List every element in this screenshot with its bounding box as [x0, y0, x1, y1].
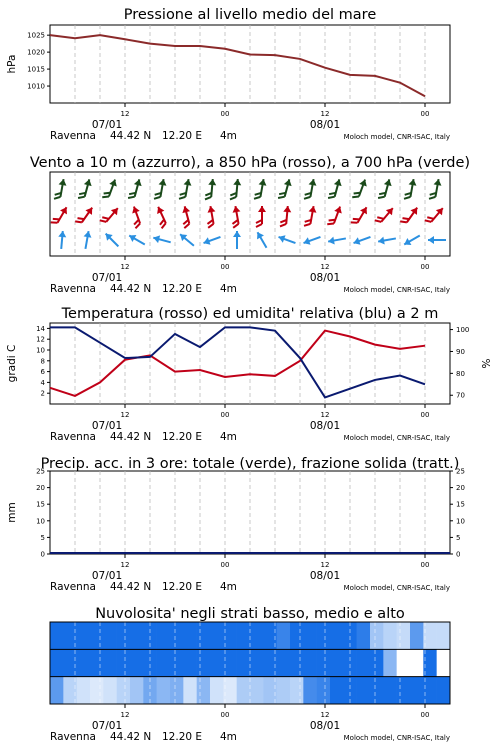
y-right-tick-label: 10 — [456, 517, 465, 526]
panel-title: Precip. acc. in 3 ore: totale (verde), frazione solida (tratt.) — [40, 456, 460, 472]
date-label: 07/01 — [91, 272, 123, 284]
wind-feather — [179, 196, 185, 200]
cloud-cell — [317, 622, 331, 649]
cloud-cell — [277, 677, 291, 704]
cloud-cell — [237, 677, 251, 704]
x-tick-label: 00 — [420, 110, 430, 118]
wind-barb-0 — [328, 178, 343, 201]
y-right-tick-label: 70 — [456, 391, 465, 400]
cloud-cell — [210, 622, 224, 649]
wind-feather — [128, 195, 135, 199]
cloud-cell — [103, 622, 117, 649]
wind-arrowhead — [130, 205, 140, 213]
wind-arrowhead — [277, 233, 285, 243]
cloud-cell — [117, 649, 131, 676]
wind-feather — [230, 196, 236, 200]
cloud-cell — [290, 622, 304, 649]
date-label: 07/01 — [91, 420, 123, 432]
cloud-cell — [170, 649, 184, 676]
wind-barb-0 — [429, 178, 442, 200]
location-name: Ravenna — [50, 581, 96, 593]
cloud-cell — [197, 677, 211, 704]
panel-title: Vento a 10 m (azzurro), a 850 hPa (rosso), a 700 hPa (verde) — [29, 155, 471, 171]
wind-feather — [327, 221, 334, 226]
wind-barb-0 — [404, 178, 417, 200]
x-tick-label: 00 — [220, 263, 230, 271]
cloud-cell — [277, 622, 291, 649]
cloud-cell — [383, 677, 397, 704]
cloud-cell — [290, 677, 304, 704]
wind-barb-1 — [179, 205, 194, 228]
wind-feather — [429, 196, 435, 200]
y-tick-label: 20 — [36, 484, 45, 493]
location-lat: 44.42 N — [110, 581, 152, 593]
y-tick-label: 6 — [40, 368, 45, 377]
cloud-cell — [197, 622, 211, 649]
wind-barb-0 — [304, 178, 317, 200]
wind-feather — [280, 223, 286, 227]
x-tick-label: 00 — [420, 711, 430, 719]
cloud-cell — [103, 649, 117, 676]
location-lat: 44.42 N — [110, 431, 152, 443]
wind-feather — [256, 224, 262, 227]
location-alt: 4m — [220, 731, 237, 743]
y-right-tick-label: 5 — [456, 533, 461, 542]
y-right-tick-label: 20 — [456, 484, 465, 493]
wind-feather — [208, 224, 214, 228]
wind-arrowhead — [428, 236, 434, 244]
cloud-cell — [50, 622, 64, 649]
wind-arrowhead — [208, 179, 216, 186]
location-name: Ravenna — [50, 283, 96, 295]
x-tick-label: 12 — [320, 411, 330, 419]
y-axis-label: mm — [6, 502, 18, 523]
wind-feather — [378, 195, 385, 199]
wind-feather — [254, 196, 260, 200]
location-alt: 4m — [220, 431, 237, 443]
wind-barb-2 — [202, 233, 222, 247]
wind-arrowhead — [402, 238, 411, 248]
y-tick-label: 25 — [36, 467, 45, 476]
wind-barb-1 — [304, 205, 317, 227]
wind-arrowhead — [334, 205, 344, 213]
credit-text: Moloch model, CNR-ISAC, Italy — [343, 584, 450, 592]
cloud-cell — [130, 677, 144, 704]
cloud-cell — [357, 677, 371, 704]
wind-barb-1 — [375, 204, 396, 227]
location-alt: 4m — [220, 581, 237, 593]
wind-arrowhead — [254, 230, 264, 239]
y-tick-label: 15 — [36, 500, 45, 509]
wind-arrowhead — [109, 178, 119, 186]
credit-text: Moloch model, CNR-ISAC, Italy — [343, 734, 450, 742]
x-tick-label: 00 — [220, 561, 230, 569]
cloud-cell — [157, 622, 171, 649]
x-tick-label: 12 — [120, 711, 130, 719]
wind-barb-0 — [154, 178, 167, 200]
wind-barb-2 — [152, 234, 171, 246]
wind-barb-1 — [425, 204, 446, 227]
wind-barb-2 — [352, 233, 372, 247]
location-lat: 44.42 N — [110, 283, 152, 295]
wind-barb-0 — [128, 178, 143, 201]
cloud-cell — [183, 677, 197, 704]
x-tick-label: 12 — [320, 110, 330, 118]
y-right-tick-label: 15 — [456, 500, 465, 509]
cloud-cell — [383, 649, 397, 676]
cloud-cell — [90, 677, 104, 704]
wind-barb-1 — [256, 206, 266, 227]
wind-feather — [78, 195, 85, 199]
cloud-cell — [437, 677, 451, 704]
wind-feather — [404, 196, 410, 200]
wind-feather — [233, 224, 239, 228]
cloud-cell — [223, 677, 237, 704]
cloud-cell — [330, 677, 344, 704]
wind-feather — [102, 194, 109, 199]
y-tick-label: 1025 — [27, 31, 45, 40]
y-tick-label: 2 — [40, 389, 45, 398]
date-label: 07/01 — [91, 119, 123, 131]
date-label: 08/01 — [309, 420, 341, 432]
y-tick-label: 0 — [40, 550, 45, 559]
cloud-cell — [50, 677, 64, 704]
y-tick-label: 10 — [36, 346, 45, 355]
location-lat: 44.42 N — [110, 731, 152, 743]
wind-barb-1 — [75, 204, 95, 227]
wind-barb-1 — [280, 206, 292, 228]
cloud-cell — [277, 649, 291, 676]
wind-arrowhead — [360, 205, 370, 214]
wind-feather — [51, 220, 58, 226]
cloud-cell — [330, 622, 344, 649]
y-tick-label: 10 — [36, 517, 45, 526]
wind-feather — [154, 196, 160, 200]
wind-feather — [205, 196, 211, 200]
cloud-cell — [183, 649, 197, 676]
wind-barb-0 — [254, 178, 267, 200]
x-tick-label: 00 — [220, 711, 230, 719]
cloud-cell — [157, 677, 171, 704]
cloud-cell — [223, 649, 237, 676]
cloud-cell — [223, 622, 237, 649]
x-tick-label: 00 — [420, 263, 430, 271]
cloud-cell — [357, 649, 371, 676]
y-right-tick-label: 80 — [456, 369, 465, 378]
y-tick-label: 4 — [40, 378, 45, 387]
location-lon: 12.20 E — [162, 130, 203, 142]
cloud-cell — [157, 649, 171, 676]
x-tick-label: 12 — [320, 561, 330, 569]
cloud-cell — [183, 622, 197, 649]
cloud-cell — [250, 677, 264, 704]
wind-barb-0 — [102, 177, 119, 200]
wind-feather — [304, 223, 310, 227]
cloud-cell — [317, 649, 331, 676]
location-lon: 12.20 E — [162, 283, 203, 295]
x-tick-label: 00 — [220, 110, 230, 118]
y-tick-label: 5 — [40, 533, 45, 542]
wind-barb-2 — [327, 234, 346, 245]
y-tick-label: 1015 — [27, 65, 45, 74]
x-tick-label: 12 — [320, 263, 330, 271]
wind-barb-2 — [178, 231, 197, 249]
location-lon: 12.20 E — [162, 581, 203, 593]
x-tick-label: 00 — [420, 561, 430, 569]
cloud-cell — [330, 649, 344, 676]
location-lon: 12.20 E — [162, 731, 203, 743]
x-tick-label: 12 — [120, 110, 130, 118]
y-right-tick-label: 100 — [456, 326, 470, 335]
cloud-cell — [237, 649, 251, 676]
cloud-cell — [317, 677, 331, 704]
wind-feather — [278, 195, 285, 199]
y-tick-label: 1010 — [27, 82, 45, 91]
cloud-cell — [77, 649, 91, 676]
wind-barb-1 — [351, 204, 370, 227]
cloud-cell — [290, 649, 304, 676]
cloud-cell — [250, 622, 264, 649]
wind-barb-0 — [205, 179, 217, 201]
wind-arrowhead — [359, 178, 369, 186]
wind-arrowhead — [233, 231, 241, 237]
cloud-cell — [77, 677, 91, 704]
x-tick-label: 12 — [120, 263, 130, 271]
wind-feather — [75, 219, 82, 225]
cloud-cell — [210, 649, 224, 676]
cloud-cell — [50, 649, 64, 676]
cloud-cell — [303, 677, 317, 704]
wind-barb-2 — [277, 233, 297, 247]
wind-barb-0 — [179, 178, 192, 200]
wind-barb-0 — [278, 178, 293, 201]
wind-barb-2 — [103, 231, 121, 249]
wind-feather — [328, 195, 335, 199]
location-name: Ravenna — [50, 431, 96, 443]
x-tick-label: 12 — [120, 411, 130, 419]
wind-barb-0 — [78, 178, 93, 201]
x-tick-label: 00 — [420, 411, 430, 419]
cloud-cell — [423, 677, 437, 704]
panel-title: Pressione al livello medio del mare — [123, 7, 377, 23]
y-tick-label: 8 — [40, 357, 45, 366]
cloud-cell — [130, 622, 144, 649]
panel-title: Temperatura (rosso) ed umidita' relativa (blu) a 2 m — [61, 306, 439, 322]
cloud-cell — [423, 649, 437, 676]
plot-frame — [50, 323, 450, 404]
x-tick-label: 00 — [220, 411, 230, 419]
wind-barb-1 — [400, 204, 420, 227]
cloud-cell — [210, 677, 224, 704]
y-right-axis-label: % — [481, 358, 493, 369]
wind-barb-0 — [352, 177, 369, 200]
cloud-cell — [437, 649, 451, 676]
y-tick-label: 12 — [36, 335, 45, 344]
wind-barb-2 — [402, 232, 422, 248]
cloud-cell — [370, 677, 384, 704]
cloud-cell — [410, 622, 424, 649]
wind-feather — [400, 219, 407, 225]
cloud-cell — [197, 649, 211, 676]
y-tick-label: 14 — [36, 324, 45, 333]
wind-barb-2 — [233, 231, 241, 249]
wind-barb-0 — [54, 178, 67, 200]
wind-arrowhead — [233, 179, 241, 186]
y-axis-label: hPa — [6, 54, 18, 74]
wind-barb-2 — [127, 232, 147, 248]
cloud-cell — [370, 649, 384, 676]
wind-barb-0 — [378, 178, 393, 201]
credit-text: Moloch model, CNR-ISAC, Italy — [343, 434, 450, 442]
temperature-line — [50, 331, 425, 396]
date-label: 08/01 — [309, 272, 341, 284]
wind-arrowhead — [202, 237, 210, 247]
cloud-cell — [130, 649, 144, 676]
cloud-cell — [303, 622, 317, 649]
date-label: 07/01 — [91, 570, 123, 582]
location-name: Ravenna — [50, 130, 96, 142]
wind-arrowhead — [283, 206, 291, 213]
cloud-cell — [170, 622, 184, 649]
wind-barb-2 — [302, 233, 322, 247]
cloud-cell — [117, 677, 131, 704]
cloud-cell — [370, 622, 384, 649]
date-label: 07/01 — [91, 720, 123, 732]
location-name: Ravenna — [50, 731, 96, 743]
y-right-tick-label: 90 — [456, 347, 465, 356]
cloud-cell — [397, 649, 411, 676]
wind-barb-2 — [254, 230, 270, 250]
y-tick-label: 1020 — [27, 48, 45, 57]
cloud-cell — [237, 622, 251, 649]
location-alt: 4m — [220, 283, 237, 295]
wind-feather — [54, 196, 60, 200]
cloud-cell — [397, 622, 411, 649]
cloud-cell — [357, 622, 371, 649]
cloud-cell — [77, 622, 91, 649]
wind-arrowhead — [127, 232, 136, 242]
cloud-cell — [303, 649, 317, 676]
wind-barb-2 — [377, 234, 396, 245]
wind-barb-1 — [51, 204, 70, 227]
cloud-cell — [410, 677, 424, 704]
wind-arrowhead — [352, 237, 360, 247]
x-tick-label: 12 — [120, 561, 130, 569]
humidity-line — [50, 327, 425, 397]
credit-text: Moloch model, CNR-ISAC, Italy — [343, 133, 450, 141]
wind-barb-0 — [230, 179, 242, 201]
date-label: 08/01 — [309, 720, 341, 732]
wind-barb-1 — [128, 205, 145, 228]
wind-arrowhead — [58, 231, 66, 238]
cloud-cell — [170, 677, 184, 704]
cloud-cell — [117, 622, 131, 649]
wind-barb-1 — [327, 204, 344, 227]
panel-title: Nuvolosita' negli strati basso, medio e alto — [95, 606, 405, 622]
x-tick-label: 12 — [320, 711, 330, 719]
wind-barb-2 — [428, 236, 446, 244]
wind-arrowhead — [258, 206, 266, 212]
wind-arrowhead — [155, 205, 165, 214]
wind-barb-1 — [100, 204, 121, 227]
wind-feather — [304, 196, 310, 200]
cloud-cell — [437, 622, 451, 649]
location-lon: 12.20 E — [162, 431, 203, 443]
cloud-cell — [250, 649, 264, 676]
pressure-line — [50, 35, 425, 96]
cloud-cell — [397, 677, 411, 704]
y-axis-label: gradi C — [6, 344, 18, 383]
wind-arrowhead — [60, 205, 70, 214]
cloud-cell — [103, 677, 117, 704]
cloud-cell — [423, 622, 437, 649]
cloud-cell — [90, 649, 104, 676]
wind-arrowhead — [302, 237, 310, 247]
wind-barb-2 — [57, 231, 67, 250]
cloud-cell — [410, 649, 424, 676]
wind-barb-1 — [205, 205, 218, 227]
wind-barb-2 — [81, 230, 92, 249]
wind-barb-1 — [153, 205, 171, 228]
cloud-cell — [90, 622, 104, 649]
wind-barb-1 — [230, 205, 243, 227]
location-alt: 4m — [220, 130, 237, 142]
location-lat: 44.42 N — [110, 130, 152, 142]
y-right-tick-label: 0 — [456, 550, 461, 559]
credit-text: Moloch model, CNR-ISAC, Italy — [343, 286, 450, 294]
wind-feather — [352, 194, 359, 199]
y-right-tick-label: 25 — [456, 467, 465, 476]
cloud-cell — [383, 622, 397, 649]
date-label: 08/01 — [309, 119, 341, 131]
date-label: 08/01 — [309, 570, 341, 582]
wind-feather — [351, 220, 358, 226]
